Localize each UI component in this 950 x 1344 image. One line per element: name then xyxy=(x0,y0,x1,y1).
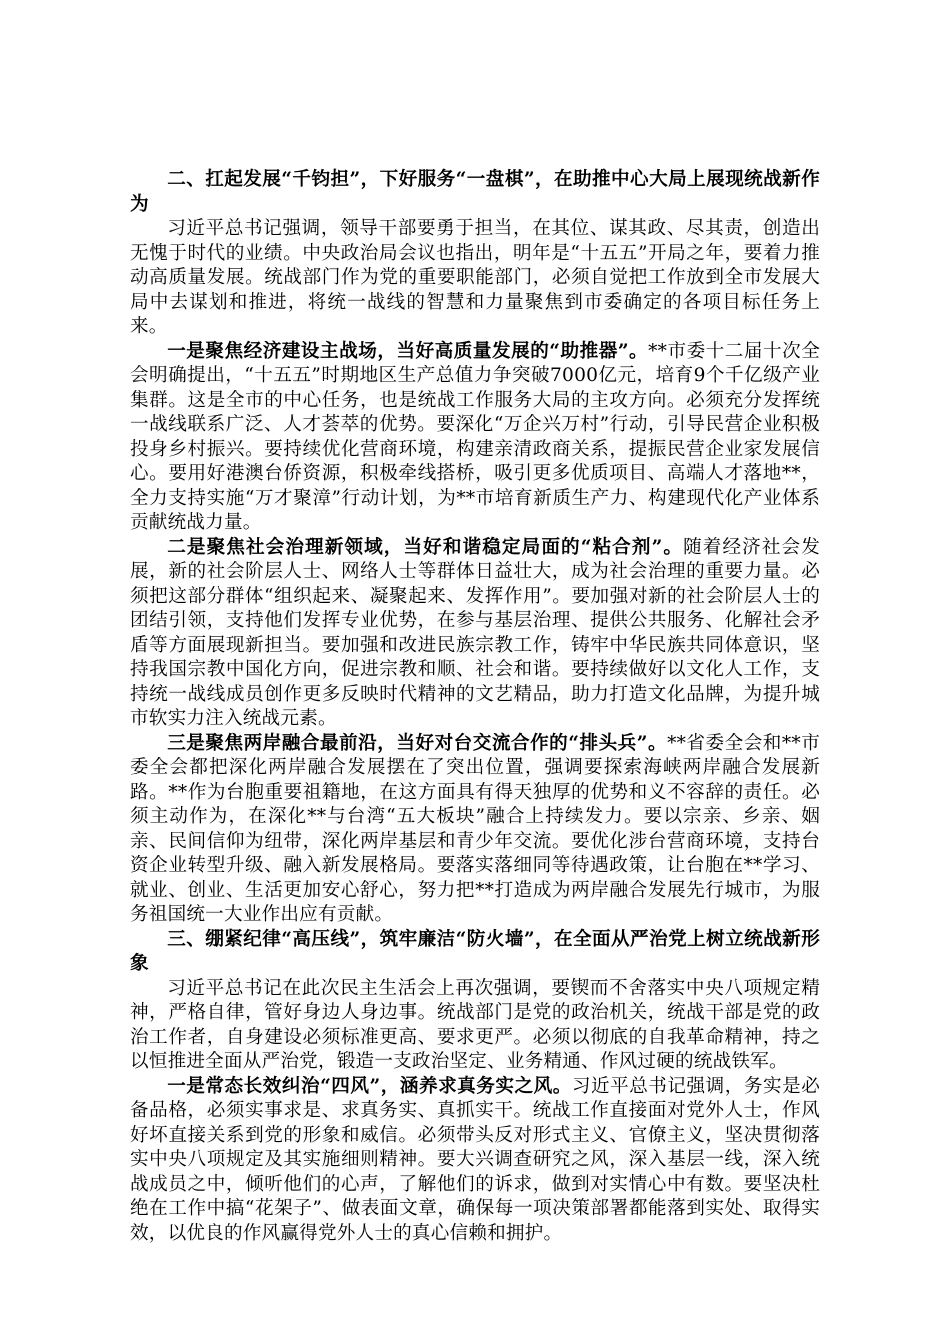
section-2-item-1-lead: 一是聚焦经济建设主战场，当好高质量发展的“助推器”。 xyxy=(167,340,649,362)
section-2-intro: 习近平总书记强调，领导干部要勇于担当，在其位、谋其政、尽其责，创造出无愧于时代的业绩。中央政治局会议也指出，明年是“十五五”开局之年，要着力推动高质量发展。统战部门作为党的重要职能部门，必须自觉把工作放到全市发展大局中去谋划和推进，将统一战线的智慧和力量聚焦到市委确定的各项目标任务上来。 xyxy=(130,218,820,337)
section-2-item-3 xyxy=(130,732,820,928)
section-3-item-1-lead: 一是常态长效纠治“四风”，涵养求真务实之风。 xyxy=(167,1075,572,1097)
section-2-item-2 xyxy=(130,536,820,732)
section-2-item-2-body: 随着经济社会发展，新的社会阶层人士、网络人士等群体日益壮大，成为社会治理的重要力量。必须把这部分群体“组织起来、凝聚起来、发挥作用”。要加强对新的社会阶层人士的团结引领，支持他们发挥专业优势，在参与基层治理、提供公共服务、化解社会矛盾等方面展现新担当。要加强和改进民族宗教工作，铸牢中华民族共同体意识，坚持我国宗教中国化方向，促进宗教和顺、社会和谐。要持续做好以文化人工作，支持统一战线成员创作更多反映时代精神的文艺精品，助力打造文化品牌，为提升城市软实力注入统战元素。 xyxy=(130,536,821,729)
section-2-item-2-lead: 二是聚焦社会治理新领域，当好和谐稳定局面的“粘合剂”。 xyxy=(167,536,684,558)
section-3-heading: 三、绷紧纪律“高压线”，筑牢廉洁“防火墙”，在全面从严治党上树立统战新形象 xyxy=(130,928,820,974)
document-body xyxy=(130,168,820,1246)
section-3-item-1-body: 习近平总书记强调，务实是必备品格，必须实事求是、求真务实、真抓实干。统战工作直接面对党外人士，作风好坏直接关系到党的形象和威信。必须带头反对形式主义、官僚主义，坚决贯彻落实中央八项规定及其实施细则精神。要大兴调查研究之风，深入基层一线，深入统战成员之中，倾听他们的心声，了解他们的诉求，做到对实情心中有数。要坚决杜绝在工作中搞“花架子”、做表面文章，确保每一项决策部署都能落到实处、取得实效，以优良的作风赢得党外人士的真心信赖和拥护。 xyxy=(130,1075,820,1244)
section-3-intro: 习近平总书记在此次民主生活会上再次强调，要锲而不舍落实中央八项规定精神，严格自律，管好身边人身边事。统战部门是党的政治机关，统战干部是党的政治工作者，自身建设必须标准更高、要求更严。必须以彻底的自我革命精神，持之以恒推进全面从严治党，锻造一支政治坚定、业务精通、作风过硬的统战铁军。 xyxy=(130,977,820,1072)
section-2-item-1 xyxy=(130,340,820,536)
section-2-item-3-body: **省委全会和**市委全会都把深化两岸融合发展摆在了突出位置，强调要探索海峡两岸融合发展新路。**作为台胞重要祖籍地，在这方面具有得天独厚的优势和义不容辞的责任。必须主动作为，在深化**与台湾“五大板块”融合上持续发力。要以宗亲、乡亲、姻亲、民间信仰为纽带，深化两岸基层和青少年交流。要优化涉台营商环境，支持台资企业转型升级、融入新发展格局。要落实落细同等待遇政策，让台胞在**学习、就业、创业、生活更加安心舒心，努力把**打造成为两岸融合发展先行城市，为服务祖国统一大业作出应有贡献。 xyxy=(130,732,820,925)
section-2-item-1-body: **市委十二届十次全会明确提出，“十五五”时期地区生产总值力争突破7000亿元，培育9个千亿级产业集群。这是全市的中心任务，也是统战工作服务大局的主攻方向。必须充分发挥统一战线联系广泛、人才荟萃的优势。要深化“万企兴万村”行动，引导民营企业积极投身乡村振兴。要持续优化营商环境，构建亲清政商关系，提振民营企业家发展信心。要用好港澳台侨资源，积极牵线搭桥，吸引更多优质项目、高端人才落地**，全力支持实施“万才聚漳”行动计划，为**市培育新质生产力、构建现代化产业体系贡献统战力量。 xyxy=(130,340,820,533)
section-3-item-1 xyxy=(130,1075,820,1247)
section-2-heading: 二、扛起发展“千钧担”，下好服务“一盘棋”，在助推中心大局上展现统战新作为 xyxy=(130,169,820,215)
section-2-item-3-lead: 三是聚焦两岸融合最前沿，当好对台交流合作的“排头兵”。 xyxy=(167,732,668,754)
